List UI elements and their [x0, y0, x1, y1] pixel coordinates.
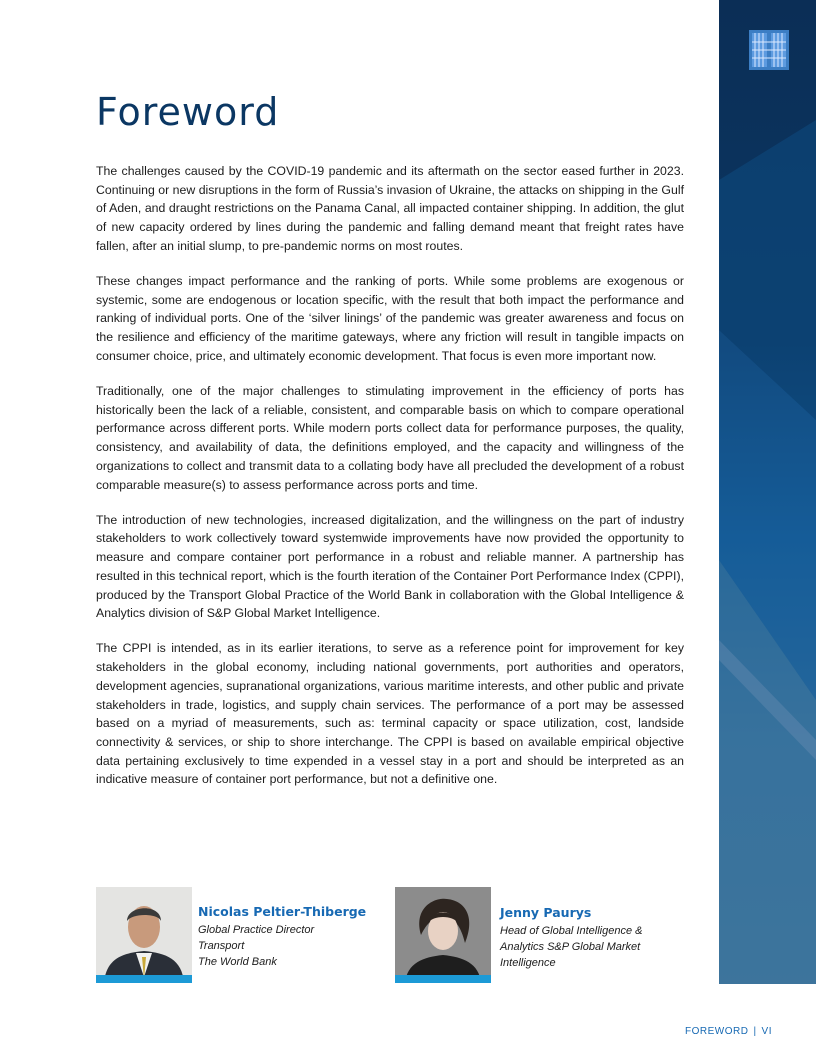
paragraph: The CPPI is intended, as in its earlier iterations, to serve as a reference point for improvement for key stakeholders in the global economy, including national governments, port authorities and operators, development agencies, supranational organizations, various maritime interests, and other public and private stakeholders in trade, logistics, and supply chain services. The performance of a port may be assessed based on a myriad of measurements, such as: terminal capacity or space utilization, cost, landside connectivity & services, or ship to shore interchange. The CPPI is based on available empirical objective data pertaining exclusively to time expended in a vessel stay in a port and should be interpreted as an indicative measure of container port performance, but not a definitive one.: [96, 641, 684, 787]
signatory-info: [500, 887, 642, 983]
signatory-block: [395, 887, 642, 983]
signatory-title: Transport: [198, 940, 245, 952]
paragraph: The introduction of new technologies, increased digitalization, and the willingness on the part of industry stakeholders to work collectively toward systemwide improvements have now provided the opportunity to measure and compare container port performance in a robust and reliable manner. A partnership has resulted in this technical report, which is the fourth iteration of the Container Port Performance Index (CPPI), produced by the Transport Global Practice of the World Bank in collaboration with the Global Intelligence & Analytics division of S&P Global Market Intelligence.: [96, 512, 684, 621]
signatory-organization: The World Bank: [198, 956, 277, 968]
portrait-man-icon: [96, 887, 192, 983]
paragraph: Traditionally, one of the major challenges to stimulating improvement in the efficiency of ports has historically been the lack of a reliable, consistent, and comparable basis on which to compare operational performance across different ports. While modern ports collect data for performance purposes, the quality, consistency, and availability of data, the definitions employed, and the capacity and willingness of the organizations to collect and transmit data to a collating body have all precluded the development of a robust comparable measure(s) to assess performance across ports and time.: [96, 384, 684, 492]
foreword-body: [96, 162, 684, 806]
page-title: Foreword: [96, 90, 280, 134]
signatory-name: Jenny Paurys: [500, 905, 592, 920]
photo-accent-bar: [395, 975, 491, 983]
page-footer: [685, 1026, 772, 1037]
signatory-name: Nicolas Peltier-Thiberge: [198, 904, 367, 919]
side-band: [719, 0, 816, 984]
page-number: VI: [761, 1026, 772, 1037]
side-band-shapes: [719, 0, 816, 984]
paragraph: These changes impact performance and the ranking of ports. While some problems are exogenous or systemic, some are endogenous or location specific, with the result that both impact the performance and ranking of individual ports. One of the ‘silver linings’ of the pandemic was greater awareness and focus on the resilience and efficiency of the maritime gateways, where any friction will result in tangible impacts on consumer choice, price, and ultimately economic development. That focus is even more important now.: [96, 274, 684, 363]
signatory-block: [96, 887, 366, 983]
photo-accent-bar: [96, 975, 192, 983]
portrait-woman-icon: [395, 887, 491, 983]
signatory-title: Analytics S&P Global Market: [500, 941, 641, 953]
footer-separator: |: [753, 1026, 757, 1037]
signatory-title: Head of Global Intelligence &: [500, 925, 643, 937]
portrait-photo: [395, 887, 491, 983]
container-logo-icon: [749, 30, 789, 70]
paragraph: The challenges caused by the COVID-19 pandemic and its aftermath on the sector eased further in 2023. Continuing or new disruptions in the form of Russia’s invasion of Ukraine, the attacks on shipping in the Gulf of Aden, and draught restrictions on the Panama Canal, all impacted container shipping. In addition, the glut of new capacity ordered by lines during the pandemic and falling demand meant that freight rates have fallen, after an initial slump, to pre-pandemic norms on most routes.: [96, 164, 684, 253]
signatory-info: [198, 887, 366, 983]
footer-section: FOREWORD: [684, 1026, 749, 1037]
portrait-photo: [96, 887, 192, 983]
signatory-organization: Intelligence: [500, 957, 556, 969]
signatory-title: Global Practice Director: [198, 924, 315, 936]
